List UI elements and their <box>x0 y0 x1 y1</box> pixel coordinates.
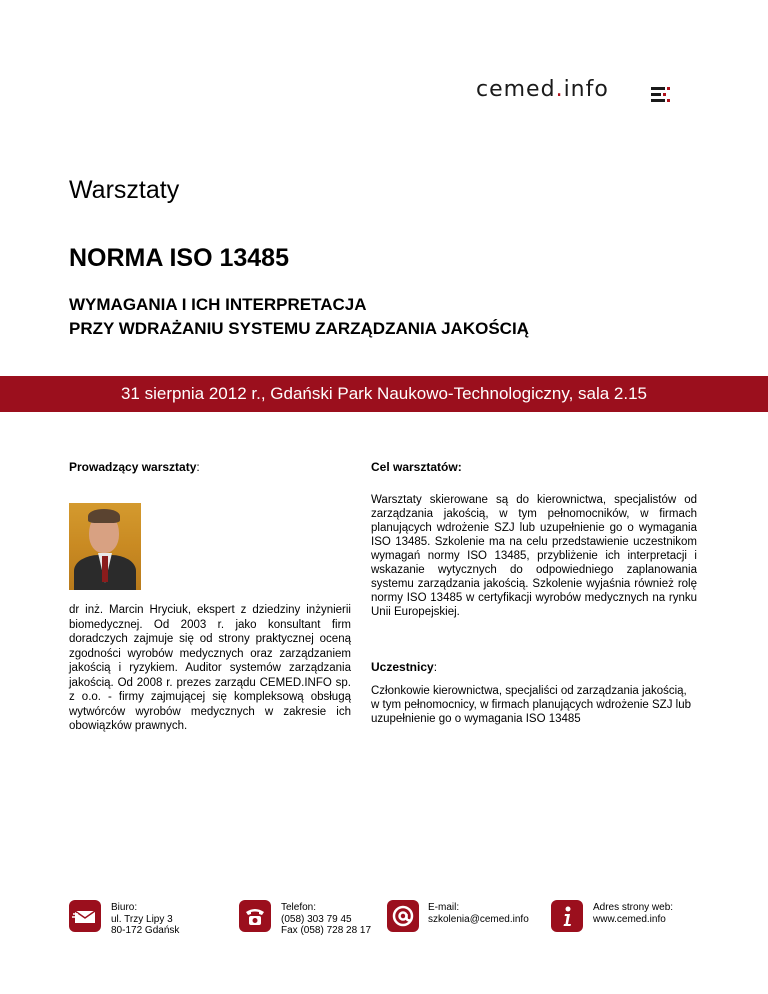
office-line-2: 80-172 Gdańsk <box>111 925 180 936</box>
participants-label: Uczestnicy: <box>371 660 438 674</box>
subtitle-line-2: PRZY WDRAŻANIU SYSTEMU ZARZĄDZANIA JAKOŚCIĄ <box>69 319 529 338</box>
footer-web <box>593 902 673 925</box>
info-icon <box>551 900 583 932</box>
at-sign-icon <box>387 900 419 932</box>
page-title: NORMA ISO 13485 <box>69 244 289 272</box>
goal-text: Warsztaty skierowane są do kierownictwa, specjalistów od zarządzania jakością, w tym pełnomocników, w firmach planujących wdrożenie SZJ lub uzupełnienie go o wymagania ISO 13485. Szkolenie ma na celu przedstawienie uczestnikom wymagań normy ISO 13485, przybliżenie ich interpretacji i wskazanie wytycznych do odpowiedniego zaplanowania systemu zarządzania jakością. Szkolenie wyjaśnia również rolę normy ISO 13485 w certyfikacji wyrobów medycznych na rynku Unii Europejskiej. <box>371 494 697 618</box>
telephone-icon <box>239 900 271 932</box>
trainer-section <box>69 460 351 732</box>
email-label: E-mail: <box>428 902 460 913</box>
phone-label: Telefon: <box>281 902 317 913</box>
page-kicker: Warsztaty <box>69 176 180 204</box>
logo-tld: info <box>563 77 609 102</box>
trainer-photo <box>69 503 141 590</box>
office-line-1: ul. Trzy Lipy 3 <box>111 913 173 925</box>
goal-section <box>371 460 697 725</box>
logo-dot: . <box>555 77 564 102</box>
footer-email <box>428 902 529 925</box>
footer-office <box>111 902 179 937</box>
subtitle-line-1: WYMAGANIA I ICH INTERPRETACJA <box>69 295 367 314</box>
logo-brand: cemed <box>476 77 556 102</box>
web-address[interactable]: www.cemed.info <box>593 913 666 925</box>
cemed-logo <box>476 77 676 110</box>
office-label: Biuro: <box>111 902 138 913</box>
trainer-label: Prowadzący warsztaty: <box>69 460 200 474</box>
phone-line-1: (058) 303 79 45 <box>281 913 352 925</box>
participants-text: Członkowie kierownictwa, specjaliści od zarządzania jakością, w tym pełnomocnicy, w firmach planujących wdrożenie SZJ lub uzupełnienie go o wymagania ISO 13485 <box>371 685 691 725</box>
logo-bars-icon <box>651 87 671 103</box>
trainer-bio: dr inż. Marcin Hryciuk, ekspert z dziedziny inżynierii biomedycznej. Od 2003 r. jako konsultant firm doradczych zajmuje się od strony praktycznej oceną zgodności wyrobów medycznych oraz zarządzaniem jakością i ryzykiem. Auditor systemów zarządzania jakością. Od 2008 r. prezes zarządu CEMED.INFO sp. z o.o. - firmy zajmującej się kompleksową obsługą wytwórców wyrobów medycznych w zakresie ich obowiązków prawnych. <box>69 604 351 732</box>
event-banner <box>0 376 768 412</box>
mail-envelope-icon <box>69 900 101 932</box>
page-subtitle <box>69 293 529 341</box>
fax-line: Fax (058) 728 28 17 <box>281 925 372 936</box>
web-label: Adres strony web: <box>593 902 674 913</box>
event-banner-text: 31 sierpnia 2012 r., Gdański Park Naukowo-Technologiczny, sala 2.15 <box>120 384 648 403</box>
logo-wordmark <box>476 77 609 102</box>
footer-phone <box>281 902 371 937</box>
goal-label: Cel warsztatów: <box>371 460 462 474</box>
email-address[interactable]: szkolenia@cemed.info <box>428 913 529 925</box>
